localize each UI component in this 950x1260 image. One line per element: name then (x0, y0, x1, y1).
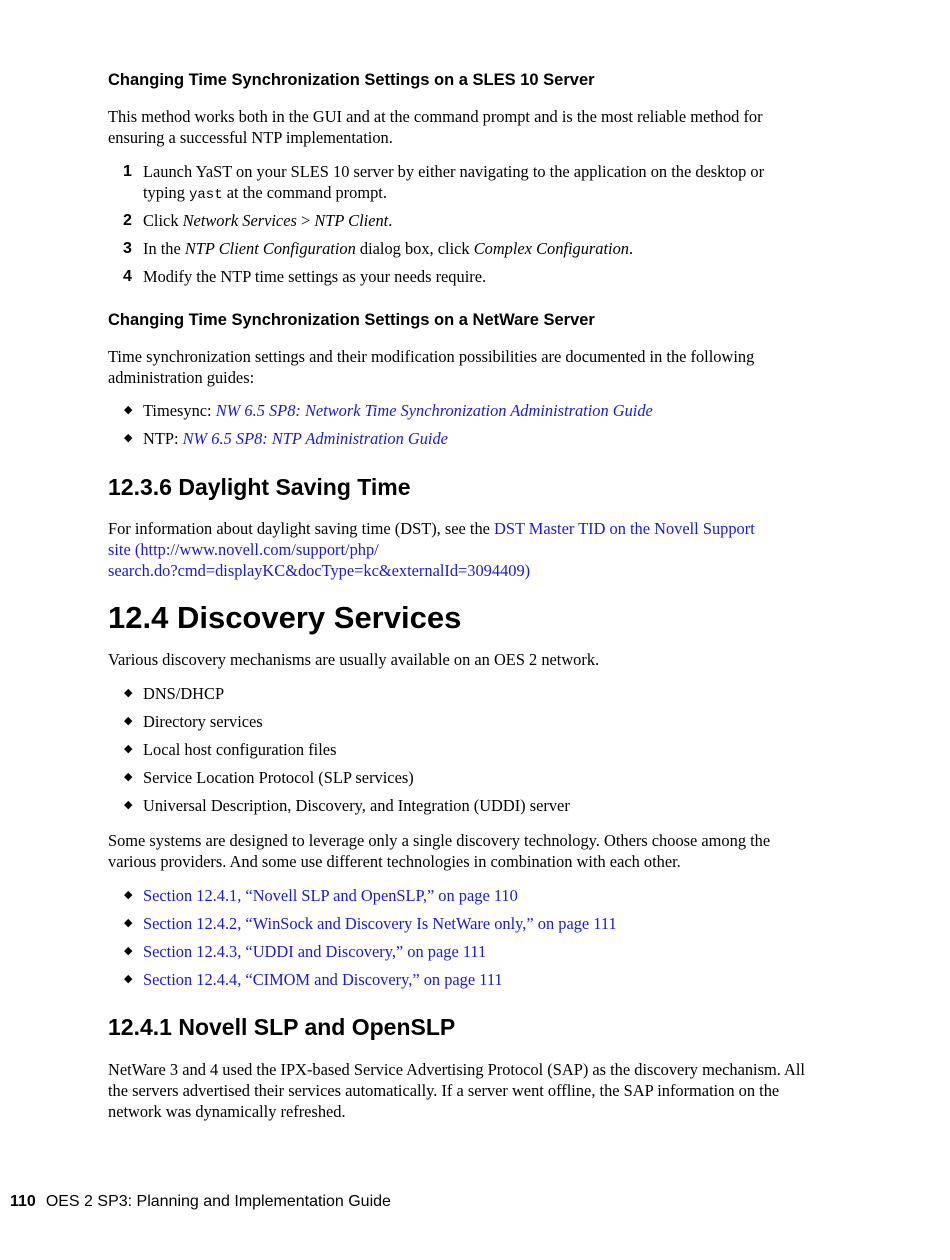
link-section-12-4-4[interactable]: Section 12.4.4, “CIMOM and Discovery,” on page 111 (143, 970, 503, 989)
bullet-icon: ◆ (124, 945, 133, 957)
heading-sles-time-sync: Changing Time Synchronization Settings on a SLES 10 Server (108, 71, 595, 89)
slp-paragraph: NetWare 3 and 4 used the IPX-based Service Advertising Protocol (SAP) as the discovery mechanism. All the servers advertised their services automatically. If a server went offline, the SAP information on the network was dynamically refreshed. (108, 1060, 805, 1121)
list-item-section-link (108, 941, 808, 962)
sles-intro-paragraph: This method works both in the GUI and at the command prompt and is the most reliable method for ensuring a successful NTP implementation. (108, 107, 763, 147)
step-1: 1 Launch YaST on your SLES 10 server by either navigating to the application on the desktop or typing yast at the command prompt. (123, 162, 765, 203)
link-ntp-guide[interactable]: NW 6.5 SP8: NTP Administration Guide (182, 429, 448, 448)
list-item: ◆ Local host configuration files (124, 740, 337, 759)
bullet-icon: ◆ (124, 404, 133, 416)
link-section-12-4-3[interactable]: Section 12.4.3, “UDDI and Discovery,” on page 111 (143, 942, 487, 961)
page-footer (10, 1193, 391, 1211)
discovery-intro-paragraph: Various discovery mechanisms are usually available on an OES 2 network. (108, 650, 600, 669)
list-item-section-link (108, 969, 808, 990)
heading-discovery-services: 12.4 Discovery Services (108, 600, 462, 635)
bullet-icon: ◆ (124, 432, 133, 444)
step-number: 1 (123, 163, 132, 180)
link-section-12-4-1[interactable]: Section 12.4.1, “Novell SLP and OpenSLP,” on page 110 (143, 886, 518, 905)
bullet-icon: ◆ (124, 889, 133, 901)
heading-netware-time-sync: Changing Time Synchronization Settings on a NetWare Server (108, 311, 595, 329)
list-item-timesync: ◆ Timesync: NW 6.5 SP8: Network Time Synchronization Administration Guide (124, 401, 653, 420)
list-item: ◆ Service Location Protocol (SLP services) (124, 768, 414, 787)
list-item: ◆ DNS/DHCP (124, 684, 225, 703)
footer-title: OES 2 SP3: Planning and Implementation Guide (45, 1193, 391, 1210)
bullet-icon: ◆ (124, 687, 133, 699)
step-3: 3 In the NTP Client Configuration dialog box, click Complex Configuration. (123, 239, 634, 258)
code-yast: yast (189, 187, 223, 203)
bullet-icon: ◆ (124, 917, 133, 929)
step-4: 4 Modify the NTP time settings as your needs require. (123, 267, 487, 286)
list-item-ntp: ◆ NTP: NW 6.5 SP8: NTP Administration Guide (124, 429, 448, 448)
list-item: ◆ Universal Description, Discovery, and Integration (UDDI) server (124, 796, 570, 815)
discovery-technology-paragraph: Some systems are designed to leverage only a single discovery technology. Others choose among the various providers. And some use different technologies in combination with each other. (108, 831, 771, 871)
heading-novell-slp: 12.4.1 Novell SLP and OpenSLP (108, 1014, 456, 1040)
netware-intro-paragraph: Time synchronization settings and their modification possibilities are documented in the following administration guides: (108, 347, 755, 387)
step-2: 2 Click Network Services > NTP Client. (123, 211, 393, 230)
dst-paragraph: For information about daylight saving time (DST), see the DST Master TID on the Novell Support site (http://www.novell.com/support/php/ search.do?cmd=displayKC&docType=kc&externalId=3094409) (108, 519, 755, 580)
bullet-icon: ◆ (124, 771, 133, 783)
bullet-icon: ◆ (124, 799, 133, 811)
page-number: 110 (10, 1193, 36, 1210)
list-item-section-link (108, 913, 808, 934)
step-number: 4 (123, 268, 132, 285)
bullet-icon: ◆ (124, 743, 133, 755)
step-number: 2 (123, 212, 132, 229)
list-item: ◆ Directory services (124, 712, 263, 731)
link-section-12-4-2[interactable]: Section 12.4.2, “WinSock and Discovery Is NetWare only,” on page 111 (143, 914, 617, 933)
list-item-section-link (108, 885, 808, 906)
heading-daylight-saving-time: 12.3.6 Daylight Saving Time (108, 474, 411, 500)
step-number: 3 (123, 240, 132, 257)
link-dst-master-tid[interactable]: DST Master TID on the Novell Support site (http://www.novell.com/support/php/ search.do?cmd=displayKC&docType=kc&externalId=3094409) (108, 519, 755, 580)
bullet-icon: ◆ (124, 973, 133, 985)
bullet-icon: ◆ (124, 715, 133, 727)
link-timesync-guide[interactable]: NW 6.5 SP8: Network Time Synchronization Administration Guide (215, 401, 653, 420)
